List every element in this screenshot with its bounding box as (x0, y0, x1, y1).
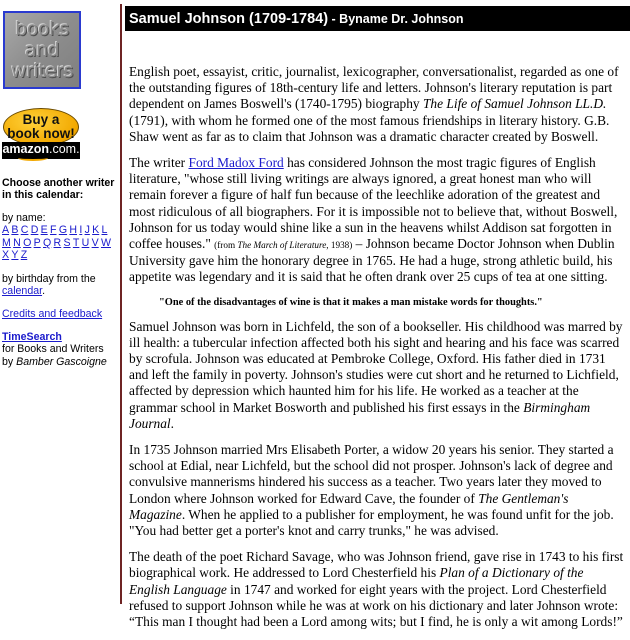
letter-link-m[interactable]: M (2, 237, 11, 249)
letter-link-z[interactable]: Z (20, 249, 28, 261)
letter-link-p[interactable]: P (33, 237, 41, 249)
page-title: Samuel Johnson (1709-1784) (129, 11, 329, 27)
amazon-oval (3, 108, 79, 146)
credits-feedback-link[interactable]: Credits and feedback (2, 308, 103, 320)
timesearch-block (2, 331, 107, 368)
by-birthday-suffix: . (42, 285, 46, 298)
letter-link-u[interactable]: U (81, 237, 90, 249)
citation (214, 240, 352, 250)
work-title: Plan of a Dictionary of the English Language (129, 565, 584, 597)
letter-link-t[interactable]: T (72, 237, 80, 249)
paragraph-early-life (129, 319, 625, 432)
text: The writer (129, 155, 189, 171)
credits-container (2, 308, 102, 320)
ford-madox-ford-link[interactable]: Ford Madox Ford (188, 155, 284, 171)
logo-text-line1: books (15, 17, 69, 40)
letter-link-o[interactable]: O (23, 237, 32, 249)
text: . When he applied to a publisher for employment, he was found unfit for the job. "You had better get a porter's knot and carry trunks," he was advised. (129, 506, 614, 539)
book-title: The March of Literature (237, 240, 327, 251)
paragraph-dictionary (129, 549, 625, 630)
amazon-brand-bold: amazon (2, 142, 49, 156)
books-and-writers-logo[interactable] (3, 11, 81, 89)
by-birthday-text (2, 273, 96, 298)
letter-link-v[interactable]: V (91, 237, 99, 249)
paragraph-marriage (129, 442, 625, 539)
text: The death of the poet Richard Savage, who was Johnson friend, gave rise in 1743 to his first biographical work. He addressed to Lord Chesterfield his (129, 549, 624, 581)
book-title: The Life of Samuel Johnson LL.D. (422, 96, 607, 112)
letter-link-e[interactable]: E (40, 224, 48, 236)
page-subtitle: - Byname Dr. Johnson (328, 12, 464, 26)
text: (1791), with whom he formed one of the most famous friendships in literary history. G.B. Shaw went as far as to claim that Johnson was a dramatic character created by Boswell. (129, 112, 610, 144)
letter-link-r[interactable]: R (53, 237, 62, 249)
letter-link-c[interactable]: C (20, 224, 29, 236)
by-name-label: by name: (2, 212, 46, 224)
letter-link-b[interactable]: B (11, 224, 19, 236)
letter-link-a[interactable]: A (2, 224, 10, 236)
column-divider (120, 4, 122, 604)
letter-link-q[interactable]: Q (43, 237, 52, 249)
letter-link-l[interactable]: L (101, 224, 108, 236)
magazine-title: The Gentleman's Magazine (129, 490, 569, 522)
text: Samuel Johnson was born in Lichfeld, the son of a bookseller. His childhood was marred by ill health: a tubercular infection affected both his sight and hearing and his face was scarred by scrofula. Johnson was educated at Pembroke College, Oxford. His father died in 1731 and left the family in poverty. Johnson's studies were cut short and he returned to Lichfield, affected by depression which haunted him for his life. He worked as a teacher at the grammar school in Market Bosworth and published his first essays in the (129, 318, 623, 415)
amazon-brand-rest: .com. (48, 142, 80, 156)
letter-link-n[interactable]: N (13, 237, 21, 249)
logo-text-line2: and (24, 38, 60, 61)
letter-link-i[interactable]: I (79, 224, 83, 236)
letter-link-f[interactable]: F (50, 224, 57, 236)
text: in 1747 and worked for eight years with the project. Lord Chesterfield refused to support Johnson while he was at work on his dictionary and later Johnson wrote: “This man I thought had been a Lord among wits; but I find, he is only a wit among Lords!” (129, 581, 623, 630)
paragraph-ford (129, 155, 625, 286)
text: In 1735 Johnson married Mrs Elisabeth Porter, a widow 20 years his senior. They started a school at Edial, near Lichfeld, but the school did not prosper. Johnson's lack of degree and convulsive mannerisms hindered his success as a teacher. Two years later they moved to London where Johnson worked for Edward Cave, the founder of (129, 442, 614, 506)
page-title-bar (125, 6, 630, 31)
letters-row-3 (2, 249, 30, 261)
letter-link-g[interactable]: G (58, 224, 68, 236)
calendar-link[interactable]: calendar (2, 285, 43, 298)
letter-link-w[interactable]: W (100, 237, 111, 249)
text: – Johnson became Doctor Johnson when Dublin University gave him the honorary degree in 1765. He had a huge, strong athletic build, his appetite was legendary and it is said that he often drank over 25 cups of tea at one sitting. (129, 236, 615, 285)
journal-title: Birmingham Journal (129, 399, 591, 431)
letters-row-1 (2, 224, 110, 236)
text: has considered Johnson the most tragic figures of English literature, "whose still living writings are always ignored, a great honest man who will remain forever a figure of half fun because of the leechlike adoration of the greatest and most ridiculous of all biographers. For it is impossible not to believe that, without Boswell, Johnson for us today would shine like a sun in the heavens whilst Addison sat forgotten in coffee houses." (129, 155, 618, 252)
by-birthday-prefix: by birthday from the (2, 273, 96, 285)
text: . (170, 415, 175, 431)
amazon-line2: book now! (7, 126, 75, 141)
letter-link-d[interactable]: D (30, 224, 39, 236)
paragraph-intro (129, 64, 625, 145)
text: English poet, essayist, critic, journalist, lexicographer, conversationalist, regarded as one of the outstanding figures of 18th-century life and letters. Johnson's literary reputation is part dependent on James Boswell's (1740-1795) biography (129, 64, 619, 112)
timesearch-line2: for Books and Writers (2, 343, 104, 356)
letter-link-j[interactable]: J (84, 224, 90, 236)
text: , 1938) (326, 240, 353, 251)
timesearch-link[interactable]: TimeSearch (2, 331, 62, 343)
featured-quote: "One of the disadvantages of wine is that it makes a man mistake words for thoughts." (159, 296, 543, 308)
letter-link-y[interactable]: Y (11, 249, 19, 261)
timesearch-author: Bamber Gascoigne (16, 355, 107, 368)
letter-link-x[interactable]: X (2, 249, 10, 261)
amazon-buy-button[interactable] (2, 108, 80, 160)
logo-text-line3: writers (11, 59, 73, 82)
letter-link-h[interactable]: H (69, 224, 78, 236)
letters-row-2 (2, 237, 113, 249)
text: (from (214, 240, 238, 251)
timesearch-by: by (2, 355, 17, 368)
amazon-line1: Buy a (22, 112, 60, 127)
choose-writer-heading: Choose another writer in this calendar: (2, 177, 115, 202)
article-body (129, 64, 625, 640)
amazon-smile-icon (18, 155, 48, 161)
letter-link-s[interactable]: S (63, 237, 71, 249)
letter-link-k[interactable]: K (92, 224, 100, 236)
